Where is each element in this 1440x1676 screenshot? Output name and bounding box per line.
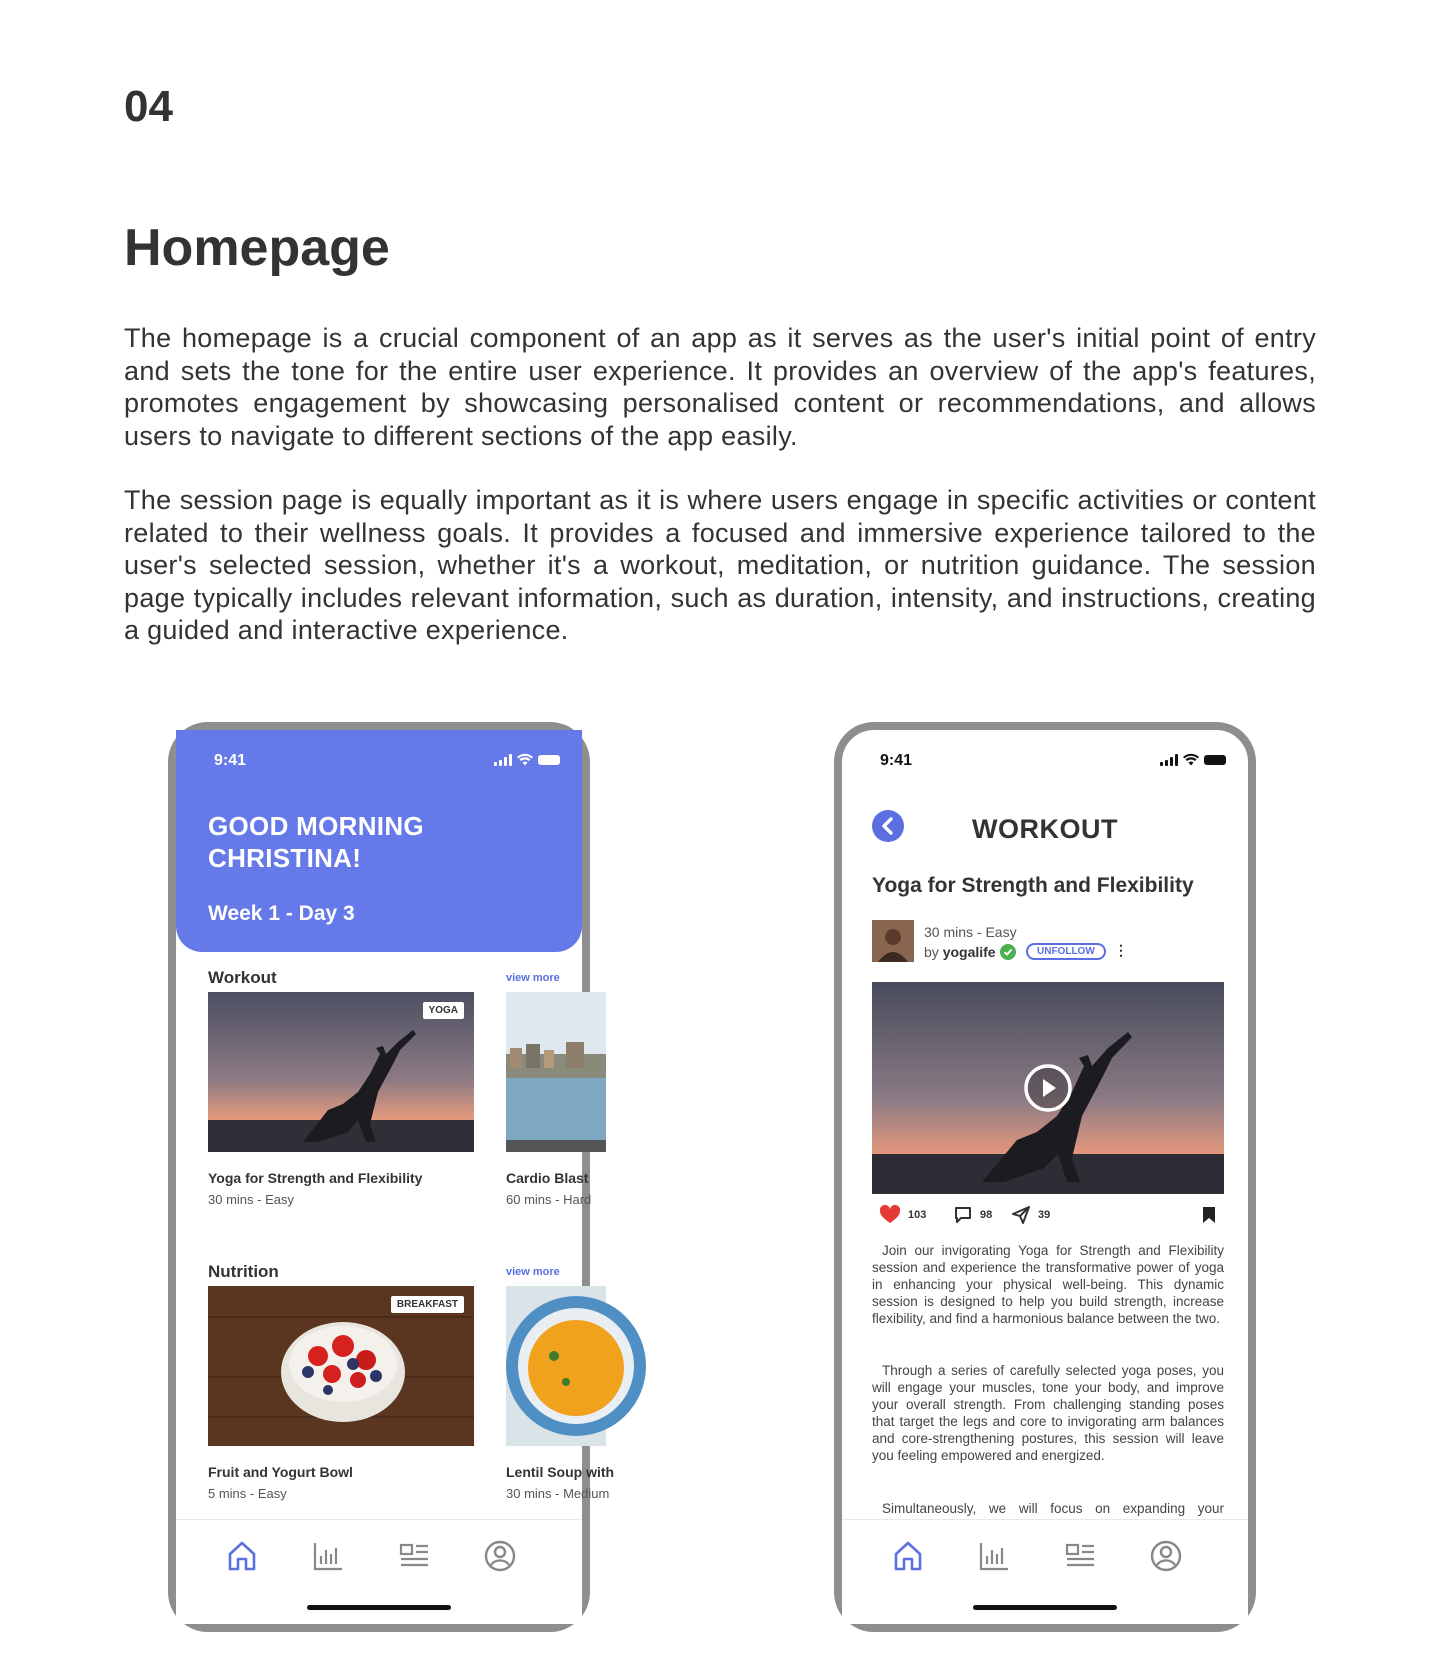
feed-icon[interactable] <box>396 1538 432 1574</box>
like-count: 103 <box>908 1209 927 1221</box>
status-time: 9:41 <box>214 752 247 769</box>
author-avatar-photo <box>872 920 914 962</box>
home-icon[interactable] <box>890 1538 926 1574</box>
workout-card-meta: 30 mins - Easy <box>208 1192 294 1207</box>
unfollow-button[interactable]: UNFOLLOW <box>1026 943 1106 960</box>
author-name[interactable]: yogalife <box>942 944 996 960</box>
nutrition-card-breakfast-image[interactable] <box>208 1286 474 1446</box>
intro-paragraph: The homepage is a crucial component of an app as it serves as the user's initial point of entry and sets the tone for the entire user experience. It provides an overview of the app's features, promotes engagement by showcasing personalised content or recommendations, and allows users to navigate to different sections of the app easily. <box>124 323 1316 451</box>
section-number: 04 <box>124 82 173 131</box>
profile-icon[interactable] <box>482 1538 518 1574</box>
send-icon <box>1012 1206 1030 1224</box>
nutrition-card-soup-image[interactable] <box>506 1286 606 1446</box>
session-duration: 30 mins - Easy <box>924 924 1017 940</box>
workout-view-more-link[interactable]: view more <box>506 972 560 984</box>
page-title: Homepage <box>124 219 390 277</box>
nutrition-card-title: Fruit and Yogurt Bowl <box>208 1464 353 1480</box>
greeting-header <box>176 730 582 952</box>
home-indicator <box>973 1605 1117 1610</box>
bookmark-icon[interactable] <box>1202 1206 1216 1224</box>
wifi-icon <box>517 754 533 766</box>
comment-button[interactable] <box>954 1206 992 1224</box>
greeting-text: GOOD MORNING CHRISTINA! <box>208 811 424 873</box>
city-waterfront-photo <box>506 992 606 1152</box>
session-description: Join our invigorating Yoga for Strength and Flexibility session and experience the transformative power of yoga in enhancing your physical well-being. This dynamic session is designed to help you build strength, increase flexibility, and find a harmonious balance between the two. <box>872 1243 1224 1326</box>
bottom-nav <box>176 1519 582 1624</box>
video-player[interactable] <box>872 982 1224 1194</box>
nutrition-card-meta: 30 mins - Medium <box>506 1486 610 1501</box>
status-bar <box>842 730 1248 780</box>
workout-heading: Workout <box>208 968 277 987</box>
session-title: Yoga for Strength and Flexibility <box>872 874 1194 897</box>
screen-title: WORKOUT <box>972 814 1118 844</box>
bottom-nav <box>842 1519 1248 1624</box>
lentil-soup-photo <box>506 1286 606 1446</box>
battery-icon <box>1204 755 1226 765</box>
like-button[interactable] <box>880 1206 926 1224</box>
nutrition-card-meta: 5 mins - Easy <box>208 1486 287 1501</box>
workout-card-cardio-image[interactable] <box>506 992 606 1152</box>
stats-icon[interactable] <box>976 1538 1012 1574</box>
session-paragraph: The session page is equally important as it is where users engage in specific activities or content related to their wellness goals. It provides a focused and immersive experience tailored to the user's selected session, whether it's a workout, meditation, or nutrition guidance. The session page typically includes relevant information, such as duration, intensity, and instructions, creating a guided and interactive experience. <box>124 485 1316 645</box>
stats-icon[interactable] <box>310 1538 346 1574</box>
home-indicator <box>307 1605 451 1610</box>
profile-icon[interactable] <box>1148 1538 1184 1574</box>
nutrition-card-title: Lentil Soup with <box>506 1464 615 1480</box>
engagement-bar <box>872 1204 1224 1228</box>
workout-card-title: Yoga for Strength and Flexibility <box>208 1170 423 1186</box>
avatar[interactable] <box>872 920 914 962</box>
battery-icon <box>538 755 560 765</box>
signal-icon <box>494 754 512 766</box>
session-author-line <box>924 944 996 960</box>
share-count: 39 <box>1038 1209 1051 1221</box>
status-bar <box>176 730 582 780</box>
workout-card-yoga-image[interactable] <box>208 992 474 1152</box>
wifi-icon <box>1183 754 1199 766</box>
by-prefix: by <box>924 944 939 960</box>
workout-screen-mockup <box>834 722 1256 1632</box>
feed-icon[interactable] <box>1062 1538 1098 1574</box>
breakfast-tag: BREAKFAST <box>391 1296 464 1313</box>
session-description: Simultaneously, we will focus on expanding your <box>882 1501 1224 1516</box>
signal-icon <box>1160 754 1178 766</box>
nutrition-heading: Nutrition <box>208 1262 279 1281</box>
heart-icon <box>880 1206 900 1224</box>
week-day-label: Week 1 - Day 3 <box>208 902 355 925</box>
share-button[interactable] <box>1012 1206 1050 1224</box>
home-screen-mockup <box>168 722 615 1632</box>
comment-icon <box>954 1206 972 1224</box>
more-options-icon[interactable]: ⋮ <box>1114 942 1128 958</box>
workout-card-meta: 60 mins - Hard <box>506 1192 592 1207</box>
workout-card-title: Cardio Blast <box>506 1170 589 1186</box>
play-icon[interactable] <box>1023 1063 1073 1113</box>
verified-badge-icon <box>1000 944 1016 960</box>
status-time: 9:41 <box>880 752 913 769</box>
nutrition-view-more-link[interactable]: view more <box>506 1266 560 1278</box>
comment-count: 98 <box>980 1209 993 1221</box>
home-icon[interactable] <box>224 1538 260 1574</box>
session-description: Through a series of carefully selected yoga poses, you will engage your muscles, tone your body, and improve your overall strength. From challenging standing poses that target the legs and core to invigorating arm balances and core-strengthening postures, this session will leave you feeling empowered and energized. <box>872 1363 1224 1463</box>
yoga-tag: YOGA <box>423 1002 464 1019</box>
